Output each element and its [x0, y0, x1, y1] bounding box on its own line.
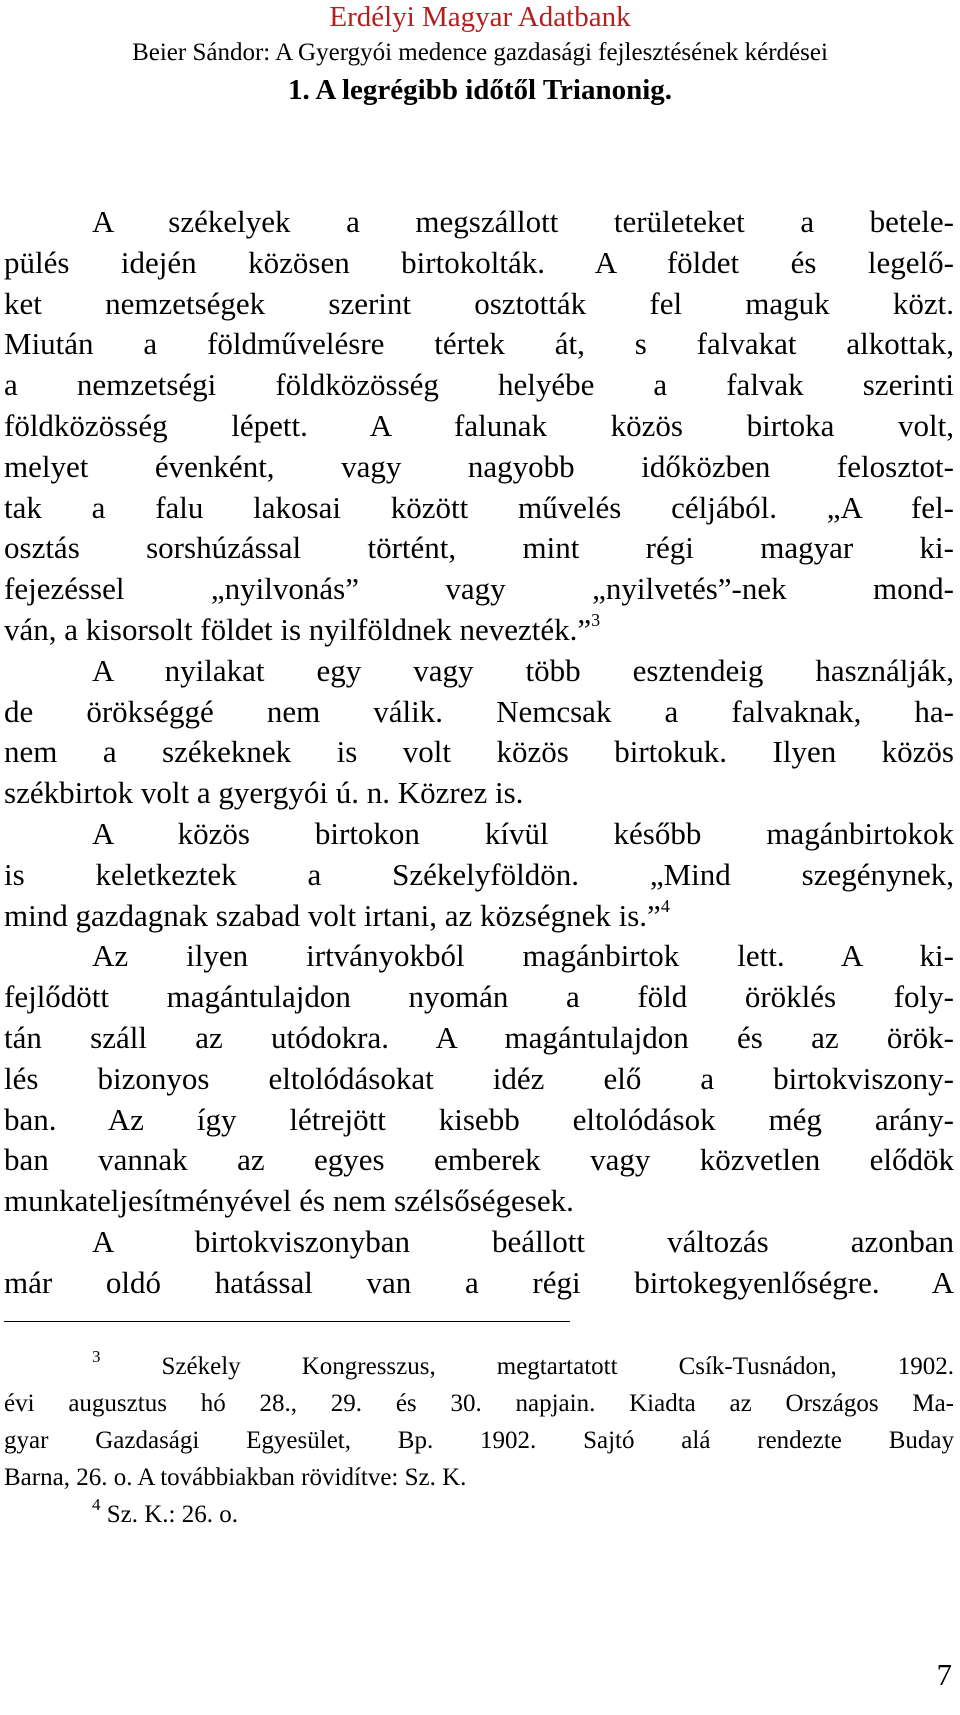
body-line: de örökséggé nem válik. Nemcsak a falvaknak, ha- — [4, 693, 954, 729]
footnote-line: évi augusztus hó 28., 29. és 30. napjain. Kiadta az Országos Ma- — [4, 1390, 954, 1417]
body-line: munkateljesítményével és nem szélsőségesek. — [4, 1183, 574, 1219]
body-line: Az ilyen irtványokból magánbirtok lett. A ki- — [92, 938, 954, 974]
body-line: A birtokviszonyban beállott változás azonban — [92, 1223, 954, 1259]
body-line-text: mind gazdagnak szabad volt irtani, az községnek is.” — [4, 897, 661, 933]
chapter-heading: 1. A legrégibb időtől Trianonig. — [287, 74, 673, 106]
body-line: földközösség lépett. A falunak közös birtoka volt, — [4, 407, 954, 443]
footnote-number: 4 — [92, 1495, 101, 1514]
page-header — [0, 0, 960, 108]
footnote-line: gyar Gazdasági Egyesület, Bp. 1902. Sajtó alá rendezte Buday — [4, 1427, 954, 1454]
body-line: nem a székeknek is volt közös birtokuk. Ilyen közös — [4, 734, 954, 770]
body-line: ban vannak az egyes emberek vagy közvetlen elődök — [4, 1142, 954, 1178]
body-line: székbirtok volt a gyergyói ú. n. Közrez is. — [4, 775, 524, 811]
site-title: Erdélyi Magyar Adatbank — [329, 1, 631, 33]
body-text — [4, 202, 954, 1304]
body-line — [4, 610, 954, 651]
body-line: tak a falu lakosai között művelés céljából. „A fel- — [4, 489, 954, 525]
footnote-ref-3[interactable]: 3 — [591, 609, 601, 630]
page-number: 7 — [936, 1657, 952, 1692]
body-line: fejlődött magántulajdon nyomán a föld öröklés foly- — [4, 979, 954, 1015]
body-line: osztás sorshúzással történt, mint régi magyar ki- — [4, 530, 954, 566]
footnotes — [4, 1348, 954, 1533]
body-line — [4, 896, 954, 937]
footnote-line: Székely Kongresszus, megtartatott Csík-Tusnádon, 1902. — [161, 1353, 955, 1380]
body-line: fejezéssel „nyilvonás” vagy „nyilvetés”-nek mond- — [4, 571, 954, 607]
body-line: pülés idején közösen birtokolták. A földet és legelő- — [4, 244, 954, 280]
footnote-3 — [4, 1348, 954, 1385]
body-line: A nyilakat egy vagy több esztendeig használják, — [92, 652, 954, 688]
body-line: már oldó hatással van a régi birtokegyenlőségre. A — [4, 1264, 954, 1300]
footnote-number: 3 — [92, 1347, 101, 1366]
body-line: Miután a földművelésre tértek át, s falvakat alkottak, — [4, 326, 954, 362]
body-line: a nemzetségi földközösség helyébe a falvak szerinti — [4, 367, 954, 403]
body-line: is keletkeztek a Székelyföldön. „Mind szegénynek, — [4, 856, 954, 892]
footnote-line: Barna, 26. o. A továbbiakban rövidítve: Sz. K. — [4, 1464, 467, 1491]
footnote-4 — [4, 1496, 954, 1533]
body-line: ban. Az így létrejött kisebb eltolódások még arány- — [4, 1101, 954, 1137]
body-line: melyet évenként, vagy nagyobb időközben felosztot- — [4, 448, 954, 484]
footnote-ref-4[interactable]: 4 — [660, 895, 670, 916]
body-line: ket nemzetségek szerint osztották fel maguk közt. — [4, 285, 954, 321]
footnote-line: Sz. K.: 26. o. — [106, 1501, 238, 1528]
body-line-text: ván, a kisorsolt földet is nyilföldnek nevezték.” — [4, 611, 592, 647]
document-subtitle: Beier Sándor: A Gyergyói medence gazdasági fejlesztésének kérdései — [132, 39, 828, 66]
body-line: A közös birtokon kívül később magánbirtokok — [92, 815, 954, 851]
body-line: lés bizonyos eltolódásokat idéz elő a birtokviszony- — [4, 1060, 954, 1096]
body-line: A székelyek a megszállott területeket a betele- — [92, 204, 954, 239]
body-line: tán száll az utódokra. A magántulajdon és az örök- — [4, 1019, 954, 1055]
footnote-separator — [4, 1321, 570, 1322]
